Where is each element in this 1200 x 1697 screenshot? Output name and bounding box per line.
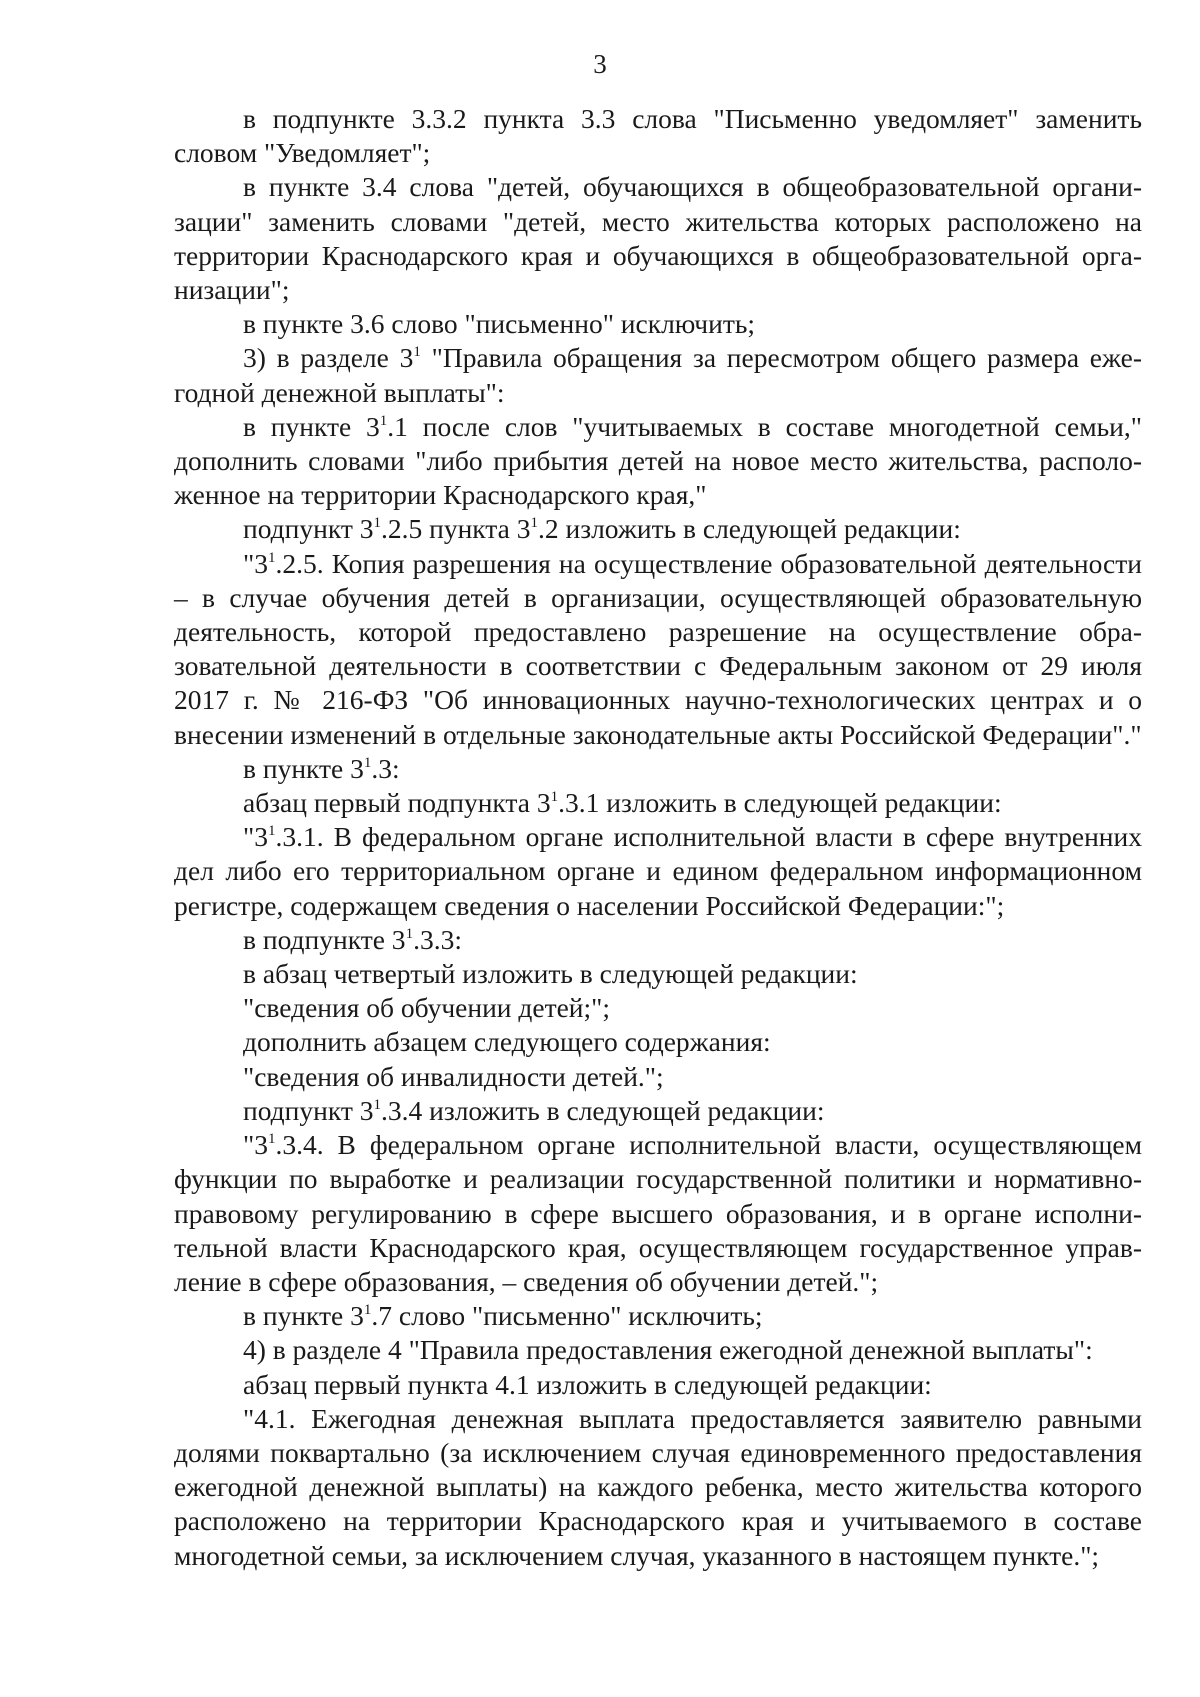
text-run: "Правила обращения за пересмотром общего размера ежегодной денежной выплаты": <box>174 342 1143 408</box>
superscript: 1 <box>267 549 276 566</box>
text-run: в подпункте 3.3.2 пункта 3.3 слова "Письменно уведомляет" заменить словом "Уведомляет"; <box>174 103 1142 169</box>
text-run: абзац первый подпункта 3 <box>243 787 551 819</box>
paragraph <box>174 170 1142 307</box>
paragraph <box>174 923 1142 957</box>
text-run: в подпункте 3 <box>243 923 406 955</box>
superscript: 1 <box>373 515 381 532</box>
paragraph <box>174 991 1142 1025</box>
text-run: .2.5 пункта 3 <box>381 513 531 545</box>
paragraph <box>174 1402 1142 1573</box>
text-run: .2 изложить в следующей редакции: <box>538 513 961 545</box>
paragraph <box>174 1025 1142 1059</box>
superscript: 1 <box>267 1131 276 1148</box>
paragraph <box>174 1094 1142 1128</box>
text-run: .1 после слов "учитываемых в составе многодетной семьи," дополнить словами "либо прибытия детей на новое место жительства, расположенное на территории Краснодарского края," <box>174 410 1142 511</box>
paragraph <box>174 512 1142 546</box>
paragraph <box>174 1128 1142 1299</box>
paragraph <box>174 341 1142 409</box>
text-run: .3: <box>371 752 400 784</box>
text-run: 4) в разделе 4 "Правила предоставления ежегодной денежной выплаты": <box>243 1334 1093 1366</box>
paragraph <box>174 410 1142 513</box>
text-run: .3.1. В федеральном органе исполнительной власти в сфере внутренних дел либо его территориальном органе и едином федеральном информационном регистре, содержащем сведения о населении Российской Федерации:"; <box>174 821 1142 921</box>
text-run: .3.1 изложить в следующей редакции: <box>558 787 1002 819</box>
paragraph <box>174 957 1142 991</box>
paragraph <box>174 1368 1142 1402</box>
paragraph <box>174 307 1142 341</box>
text-run: в пункте 3.4 слова "детей, обучающихся в общеобразовательной организации" заменить словами "детей, место жительства которых расположено на территории Краснодарского края и обучающихся в общеобразовательной организации"; <box>174 171 1142 306</box>
superscript: 1 <box>363 754 372 771</box>
paragraph <box>174 1060 1142 1094</box>
paragraph <box>174 102 1142 170</box>
superscript: 1 <box>413 344 421 361</box>
superscript: 1 <box>550 789 559 806</box>
text-run: в пункте 3 <box>243 752 364 784</box>
text-run: подпункт 3 <box>243 513 374 545</box>
text-run: "сведения об обучении детей;"; <box>243 992 611 1024</box>
text-run: подпункт 3 <box>243 1094 374 1126</box>
paragraph <box>174 752 1142 786</box>
superscript: 1 <box>405 925 414 942</box>
superscript: 1 <box>363 1302 372 1319</box>
text-run: дополнить абзацем следующего содержания: <box>243 1026 771 1058</box>
text-run: в абзац четвертый изложить в следующей редакции: <box>243 958 858 990</box>
text-run: в пункте 3 <box>243 410 380 442</box>
text-run: .3.4. В федеральном органе исполнительной власти, осуществляющем функции по выработке и реализации государственной политики и нормативно-правовому регулированию в сфере высшего образования, и в органе исполнительной власти Краснодарского края, осуществляющем государственное управление в сфере образования, – сведения об обучении детей."; <box>174 1129 1142 1297</box>
document-body <box>174 102 1142 1573</box>
text-run: .3.3: <box>413 923 462 955</box>
text-run: .3.4 изложить в следующей редакции: <box>381 1094 825 1126</box>
text-run: .2.5. Копия разрешения на осуществление образовательной деятельности – в случае обучения детей в организации, осуществляющей образовательную деятельность, которой предоставлено разрешение на осуществление образовательной деятельности в соответствии с Федеральным законом от 29 июля 2017 г. № 216-ФЗ "Об инновационных научно-технологических центрах и о внесении изменений в отдельные законодательные акты Российской Федерации"." <box>174 547 1142 750</box>
superscript: 1 <box>373 1096 381 1113</box>
text-run: в пункте 3 <box>243 1300 364 1332</box>
text-run: .7 слово "письменно" исключить; <box>371 1300 763 1332</box>
text-run: 3) в разделе 3 <box>243 342 414 374</box>
text-run: "3 <box>243 821 268 853</box>
superscript: 1 <box>530 515 538 532</box>
text-run: "3 <box>243 547 268 579</box>
text-run: "3 <box>243 1129 268 1161</box>
paragraph <box>174 547 1142 752</box>
paragraph <box>174 1333 1142 1367</box>
text-run: абзац первый пункта 4.1 изложить в следующей редакции: <box>243 1368 932 1400</box>
superscript: 1 <box>379 412 388 429</box>
paragraph <box>174 820 1142 923</box>
text-run: "сведения об инвалидности детей."; <box>243 1060 664 1092</box>
superscript: 1 <box>267 823 276 840</box>
page-number: 3 <box>593 49 607 79</box>
paragraph <box>174 1299 1142 1333</box>
text-run: в пункте 3.6 слово "письменно" исключить; <box>243 308 756 340</box>
paragraph <box>174 786 1142 820</box>
text-run: "4.1. Ежегодная денежная выплата предоставляется заявителю равными долями поквартально (за исключением случая единовременного предоставления ежегодной денежной выплаты) на каждого ребенка, место жительства которого расположено на территории Краснодарского края и учитываемого в составе многодетной семьи, за исключением случая, указанного в настоящем пункте."; <box>174 1402 1142 1571</box>
